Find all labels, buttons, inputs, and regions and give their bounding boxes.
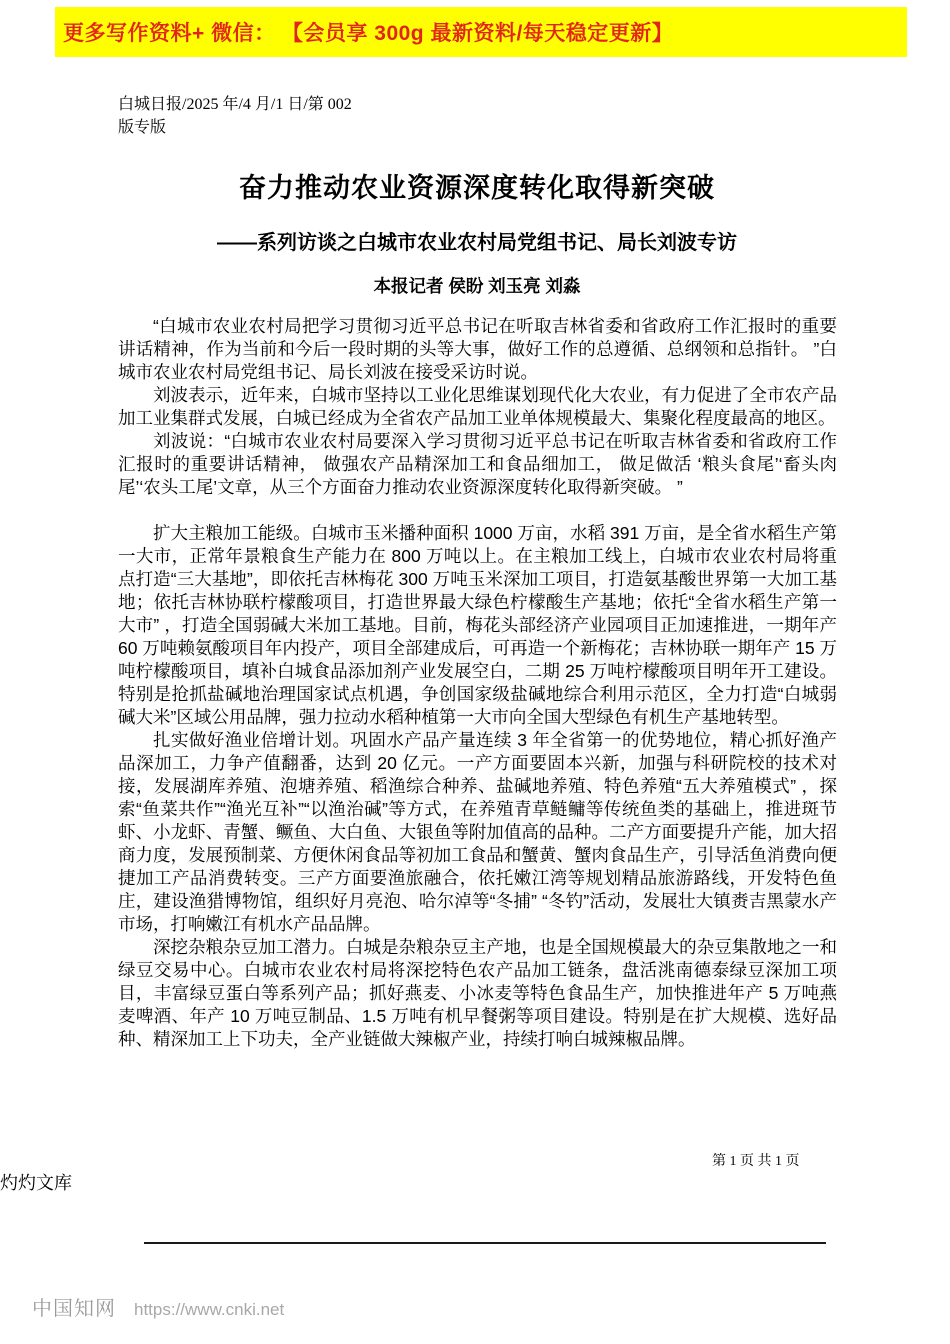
body-paragraph: 刘波说：“白城市农业农村局要深入学习贯彻习近平总书记在听取吉林省委和省政府工作汇报时的重要讲话精神， 做强农产品精深加工和食品细加工， 做足做活 ‘粮头食尾’‘畜头肉尾’‘农头工尾’文章，从三个方面奋力推动农业资源深度转化取得新突破。 ”	[118, 431, 837, 497]
body-paragraph: 深挖杂粮杂豆加工潜力。白城是杂粮杂豆主产地，也是全国规模最大的杂豆集散地之一和绿豆交易中心。白城市农业农村局将深挖特色农产品加工链条，盘活洮南德泰绿豆深加工项目，丰富绿豆蛋白等系列产品；抓好燕麦、小冰麦等特色食品生产，加快推进年产 5 万吨燕麦啤酒、年产 10 万吨豆制品、1.5 万吨有机早餐粥等项目建设。特别是在扩大规模、选好品种、精深加工上下功夫，全产业链做大辣椒产业，持续打响白城辣椒品牌。	[118, 937, 837, 1049]
body-paragraph: 扩大主粮加工能级。白城市玉米播种面积 1000 万亩，水稻 391 万亩，是全省水稻生产第一大市，正常年景粮食生产能力在 800 万吨以上。在主粮加工线上，白城市农业农村局将重点打造“三大基地”，即依托吉林梅花 300 万吨玉米深加工项目，打造氨基酸世界第一大加工基地；依托吉林协联柠檬酸项目，打造世界最大绿色柠檬酸生产基地；依托“全省水稻生产第一大市” ，打造全国弱碱大米加工基地。目前，梅花头部经济产业园项目正加速推进，一期年产 60 万吨赖氨酸项目年内投产，项目全部建成后，可再造一个新梅花；吉林协联一期年产 15 万吨柠檬酸项目，填补白城食品添加剂产业发展空白，二期 25 万吨柠檬酸项目明年开工建设。特别是抢抓盐碱地治理国家试点机遇，争创国家级盐碱地综合利用示范区，全力打造“白城弱碱大米”区域公用品牌，强力拉动水稻种植第一大市向全国大型绿色有机生产基地转型。	[118, 523, 837, 727]
source-meta-line1: 白城日报/2025 年/4 月/1 日/第 002	[118, 96, 352, 113]
article-body	[118, 315, 837, 1051]
cnki-url-link[interactable]: https://www.cnki.net	[134, 1300, 285, 1319]
cnki-footer	[32, 1292, 284, 1321]
article-byline: 本报记者 侯盼 刘玉亮 刘淼	[373, 276, 581, 296]
body-paragraph: “白城市农业农村局把学习贯彻习近平总书记在听取吉林省委和省政府工作汇报时的重要讲话精神，作为当前和今后一段时期的头等大事，做好工作的总遵循、总纲领和总指针。 ”白城市农业农村局党组书记、局长刘波在接受采访时说。	[118, 316, 837, 382]
cnki-brand: 中国知网	[32, 1298, 116, 1320]
promo-banner-text: 更多写作资料+ 微信： 【会员享 300g 最新资料/每天稳定更新】	[63, 22, 674, 45]
article-title: 奋力推动农业资源深度转化取得新突破	[239, 173, 715, 203]
page-indicator: 第 1 页 共 1 页	[712, 1154, 800, 1169]
article-subtitle: ——系列访谈之白城市农业农村局党组书记、局长刘波专访	[217, 232, 737, 254]
promo-banner	[55, 7, 907, 57]
source-meta-line2: 版专版	[118, 119, 167, 136]
body-paragraph: 扎实做好渔业倍增计划。巩固水产品产量连续 3 年全省第一的优势地位，精心抓好渔产品深加工，力争产值翻番，达到 20 亿元。一产方面要固本兴新，加强与科研院校的技术对接，发展湖库养殖、泡塘养殖、稻渔综合种养、盐碱地养殖、特色养殖“五大养殖模式” ，探索“鱼菜共作”“渔光互补”“以渔治碱”等方式，在养殖青草鲢鳙等传统鱼类的基础上，推进斑节虾、小龙虾、青蟹、鳜鱼、大白鱼、大银鱼等附加值高的品种。二产方面要提升产能，加大招商力度，发展预制菜、方便休闲食品等初加工食品和蟹黄、蟹肉食品生产，引导活鱼消费向便捷加工产品消费转变。三产方面要渔旅融合，依托嫩江湾等规划精品旅游路线，开发特色鱼庄，建设渔猎博物馆，组织好月亮泡、哈尔淖等“冬捕” “冬钓”活动，发展壮大镇赉吉黑蒙水产市场，打响嫩江有机水产品品牌。	[118, 730, 837, 934]
footer-divider	[144, 1242, 826, 1244]
body-paragraph: 刘波表示，近年来，白城市坚持以工业化思维谋划现代化大农业，有力促进了全市农产品加工业集群式发展，白城已经成为全省农产品加工业单体规模最大、集聚化程度最高的地区。	[118, 385, 837, 428]
watermark-zhuozhuo: 灼灼文库	[0, 1173, 72, 1193]
source-meta	[118, 93, 352, 139]
